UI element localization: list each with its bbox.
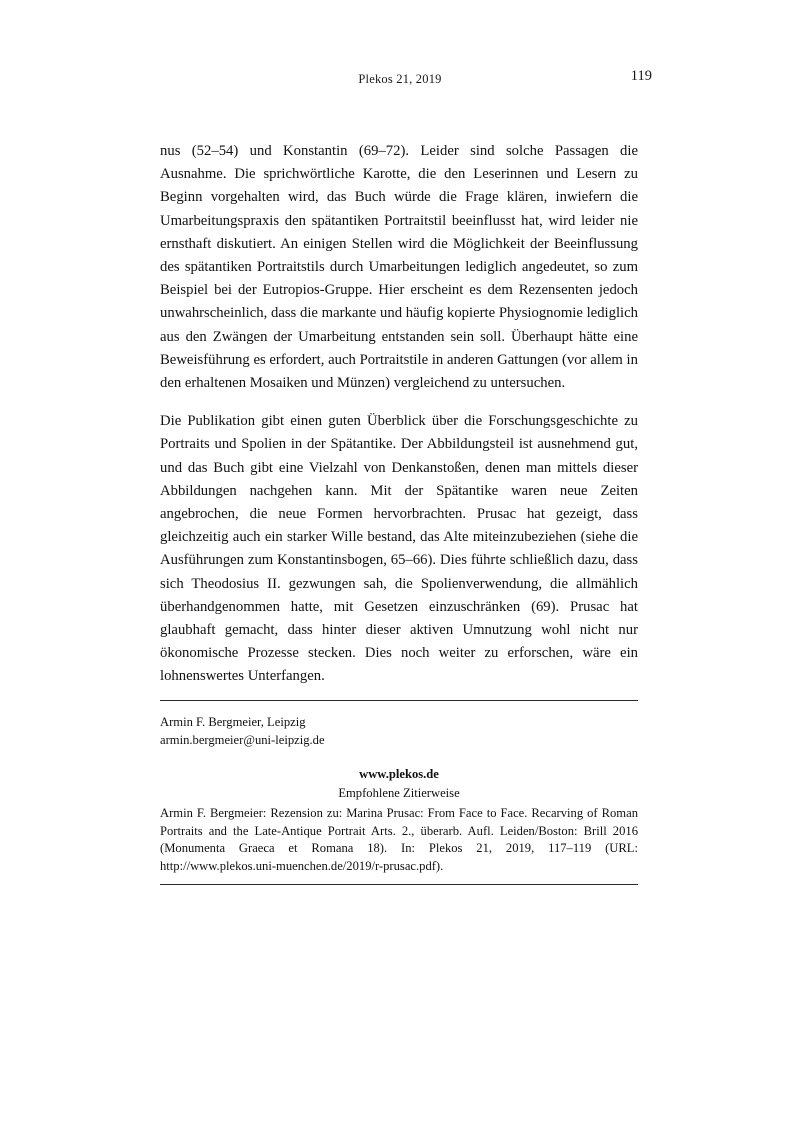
page-number: 119 — [630, 68, 652, 84]
author-signature — [160, 714, 638, 749]
paragraph-2: Die Publikation gibt einen guten Überblick über die Forschungsgeschichte zu Portraits und Spolien in der Spätantike. Der Abbildungsteil ist ausnehmend gut, und das Buch gibt eine Vielzahl von Denkanstoßen, denen man mittels dieser Abbildungen nachgehen kann. Mit der Spätantike waren neue Zeiten angebrochen, die neue Formen hervorbrachten. Prusac hat gezeigt, dass gleichzeitig auch ein starker Wille bestand, das Alte miteinzubeziehen (siehe die Ausführungen zum Konstantinsbogen, 65–66). Dies führte schließlich dazu, dass sich Theodosius II. gezwungen sah, die Spolienverwendung, die allmählich überhandgenommen hatte, mit Gesetzen einzuschränken (69). Prusac hat glaubhaft gemacht, dass hinter dieser aktiven Umnutzung wohl nicht nur ökonomische Prozesse stecken. Dies noch weiter zu erforschen, wäre ein lohnenswertes Unterfangen. — [160, 413, 638, 685]
page-header — [160, 72, 640, 90]
divider-top — [160, 700, 638, 701]
paragraph-1: nus (52–54) und Konstantin (69–72). Leider sind solche Passagen die Ausnahme. Die sprichwörtliche Karotte, die den Leserinnen und Lesern zu Beginn vorgehalten wird, das Buch würde die Frage klären, inwiefern die Umarbeitungspraxis den spätantiken Portraitstil beeinflusst hat, wird leider nie ernsthaft diskutiert. An einigen Stellen wird die Möglichkeit der Beeinflussung des spätantiken Portraitstils durch Umarbeitungen lediglich angedeutet, so zum Beispiel bei der Eutropios-Gruppe. Hier erscheint es dem Rezensenten jedoch unwahrscheinlich, dass die markante und häufig kopierte Physiognomie lediglich aus den Zwängen der Umarbeitung entstanden sein soll. Überhaupt hätte eine Beweisführung es erfordert, auch Portraitstile in anderen Gattungen (vor allem in den erhaltenen Mosaiken und Münzen) vergleichend zu untersuchen. — [160, 143, 638, 392]
divider-bottom — [160, 884, 638, 885]
citation-text: Armin F. Bergmeier: Rezension zu: Marina Prusac: From Face to Face. Recarving of Roman Portraits and the Late-Antique Portrait Arts. 2., überarb. Aufl. Leiden/Boston: Brill 2016 (Monumenta Graeca et Romana 18). In: Plekos 21, 2019, 117–119 (URL: http://www.plekos.uni-muenchen.de/2019/r-prusac.pdf). — [160, 806, 638, 873]
author-affiliation: Armin F. Bergmeier, Leipzig — [160, 715, 306, 729]
author-email: armin.bergmeier@uni-leipzig.de — [160, 732, 325, 747]
citation-block — [160, 767, 638, 875]
running-head: Plekos 21, 2019 — [358, 72, 442, 86]
body-text — [160, 140, 638, 689]
site-name: www.plekos.de — [359, 767, 439, 781]
citation-label: Empfohlene Zitierweise — [338, 786, 460, 800]
